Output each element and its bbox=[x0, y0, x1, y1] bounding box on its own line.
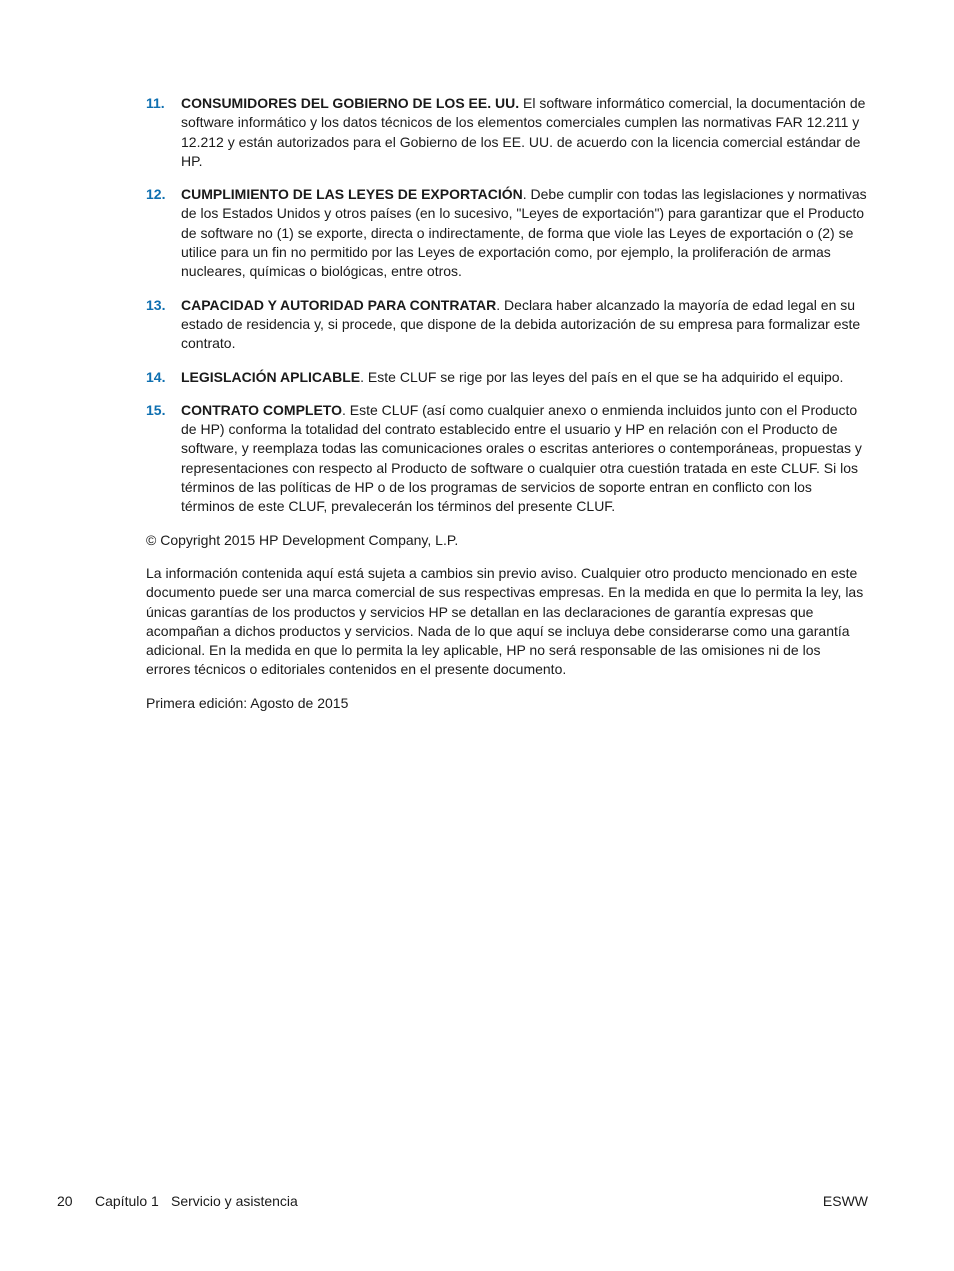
page-number: 20 bbox=[57, 1193, 73, 1209]
item-number: 14. bbox=[146, 368, 166, 385]
item-text: . Este CLUF se rige por las leyes del país en el que se ha adquirido el equipo. bbox=[360, 368, 844, 385]
item-text: El software informático comercial, la documentación de software informático y los datos técnicos de los elementos comerciales cumplen las normativas FAR 12.211 y 12.212 y están autorizados para el Gobierno de los EE. UU. de acuerdo con la licencia comercial estándar de HP. bbox=[181, 95, 866, 169]
list-item bbox=[146, 296, 868, 354]
edition-line: Primera edición: Agosto de 2015 bbox=[146, 694, 349, 711]
list-item bbox=[146, 401, 868, 517]
item-heading: LEGISLACIÓN APLICABLE bbox=[181, 368, 361, 385]
item-text: . Este CLUF (así como cualquier anexo o enmienda incluidos junto con el Producto de HP) conforma la totalidad del contrato establecido entre el usuario y HP en relación con el Producto de software, y reemplaza todas las comunicaciones orales o escritas anteriores o contemporáneas, propuestas y representaciones con respecto al Producto de software o cualquier otra cuestión tratada en este CLUF. Si los términos de las políticas de HP o de los programas de servicios de soporte entran en conflicto con los términos de este CLUF, prevalecerán los términos del presente CLUF. bbox=[181, 401, 862, 515]
chapter-title: Servicio y asistencia bbox=[171, 1193, 298, 1209]
numbered-clause-list bbox=[146, 94, 868, 517]
list-item bbox=[146, 185, 868, 281]
item-number: 12. bbox=[146, 186, 166, 203]
item-text: . Declara haber alcanzado la mayoría de edad legal en su estado de residencia y, si procede, que dispone de la debida autorización de su empresa para formalizar este contrato. bbox=[181, 296, 861, 352]
document-code: ESWW bbox=[822, 1193, 868, 1209]
item-heading: CUMPLIMIENTO DE LAS LEYES DE EXPORTACIÓN bbox=[181, 186, 523, 203]
list-item bbox=[146, 94, 868, 171]
disclaimer-paragraph: La información contenida aquí está sujeta a cambios sin previo aviso. Cualquier otro producto mencionado en este documento puede ser una marca comercial de sus respectivas empresas. En la medida en que lo permita la ley, las únicas garantías de los productos y servicios HP se detallan en las declaraciones de garantía expresas que acompañan a dichos productos y servicios. Nada de lo que aquí se incluya debe considerarse como una garantía adicional. En la medida en que lo permita la ley aplicable, HP no será responsable de las omisiones ni de los errores técnicos o editoriales contenidos en el presente documento. bbox=[146, 564, 864, 678]
item-heading: CONSUMIDORES DEL GOBIERNO DE LOS EE. UU. bbox=[181, 95, 520, 111]
copyright-notice: © Copyright 2015 HP Development Company, L.P. bbox=[146, 531, 459, 548]
item-heading: CONTRATO COMPLETO bbox=[181, 401, 342, 418]
chapter-label: Capítulo 1 bbox=[95, 1193, 159, 1209]
item-text: . Debe cumplir con todas las legislaciones y normativas de los Estados Unidos y otros países (en lo sucesivo, "Leyes de exportación") para garantizar que el Producto de software no (1) se exporte, directa o indirectamente, de forma que viole las Leyes de exportación o (2) se utilice para un fin no permitido por las Leyes de exportación como, por ejemplo, la proliferación de armas nucleares, químicas o biológicas, entre otros. bbox=[181, 186, 867, 280]
list-item bbox=[146, 368, 868, 387]
item-number: 13. bbox=[146, 296, 166, 313]
item-number: 15. bbox=[146, 401, 166, 418]
item-number: 11. bbox=[146, 95, 165, 111]
document-body bbox=[146, 94, 868, 727]
item-heading: CAPACIDAD Y AUTORIDAD PARA CONTRATAR bbox=[181, 296, 497, 313]
